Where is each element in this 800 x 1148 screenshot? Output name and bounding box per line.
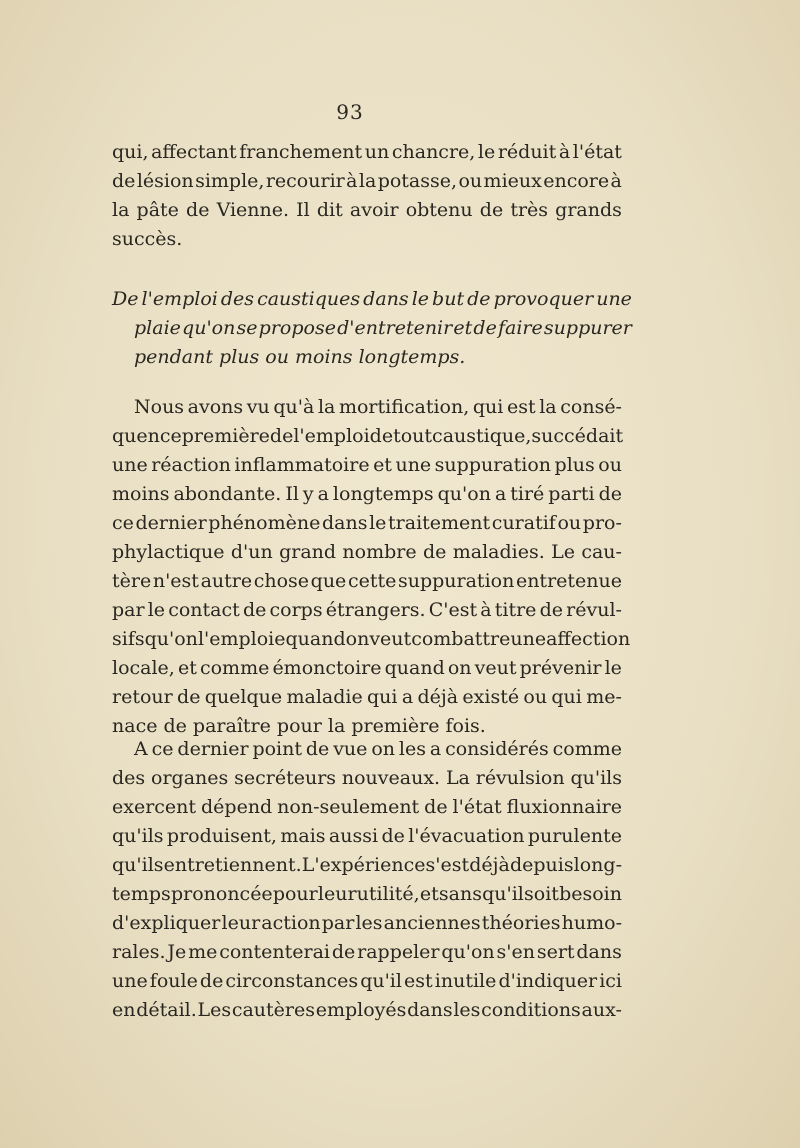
paragraph-2 [112, 393, 631, 741]
text-line: quence première de l'emploi de tout caustique, succédait [112, 425, 624, 447]
text-line: ce dernier phénomène dans le traitement curatif ou pro- [112, 512, 622, 534]
paragraph-1 [112, 138, 622, 254]
text-line: une réaction inflammatoire et une suppuration plus ou [112, 454, 622, 476]
text-line: de lésion simple, recourir à la potasse, ou mieux encore à [112, 170, 622, 192]
text-line: d'expliquer leur action par les anciennes théories humo- [112, 912, 622, 934]
text-line: des organes secréteurs nouveaux. La révulsion qu'ils [112, 767, 622, 789]
text-line: par le contact de corps étrangers. C'est à titre de révul- [112, 599, 622, 621]
text-line: A ce dernier point de vue on les a considérés comme [134, 738, 622, 760]
text-line: succès. [112, 228, 183, 250]
text-line: qu'ils produisent, mais aussi de l'évacuation purulente [112, 825, 622, 847]
text-line: locale, et comme émonctoire quand on veut prévenir le [112, 657, 622, 679]
text-line: en détail. Les cautères employés dans les conditions aux- [112, 999, 622, 1021]
text-line: moins abondante. Il y a longtemps qu'on a tiré parti de [112, 483, 622, 505]
text-line: qui, affectant franchement un chancre, le réduit à l'état [112, 141, 622, 163]
text-line: rales. Je me contenterai de rappeler qu'on s'en sert dans [112, 941, 622, 963]
text-line: exercent dépend non-seulement de l'état fluxionnaire [112, 796, 622, 818]
heading-line: De l'emploi des caustiques dans le but de provoquer une [112, 288, 632, 310]
text-line: une foule de circonstances qu'il est inutile d'indiquer ici [112, 970, 622, 992]
section-heading [112, 285, 632, 372]
text-line: phylactique d'un grand nombre de maladies. Le cau- [112, 541, 622, 563]
text-line: Nous avons vu qu'à la mortification, qui est la consé- [134, 396, 622, 418]
text-line: nace de paraître pour la première fois. [112, 715, 486, 737]
heading-line: plaie qu'on se propose d'entretenir et de faire suppurer [134, 317, 632, 339]
text-line: sifs qu'on l'emploie quand on veut combattre une affection [112, 628, 631, 650]
text-line: qu'ils entretiennent. L'expérience s'est déjà depuis long- [112, 854, 622, 876]
text-line: retour de quelque maladie qui a déjà existé ou qui me- [112, 686, 622, 708]
heading-line: pendant plus ou moins longtemps. [134, 346, 466, 368]
paragraph-3 [112, 735, 622, 1025]
page-number: 93 [336, 100, 364, 124]
text-line: tère n'est autre chose que cette suppuration entretenue [112, 570, 622, 592]
text-line: temps prononcée pour leur utilité, et sans qu'il soit besoin [112, 883, 622, 905]
text-line: la pâte de Vienne. Il dit avoir obtenu de très grands [112, 199, 622, 221]
